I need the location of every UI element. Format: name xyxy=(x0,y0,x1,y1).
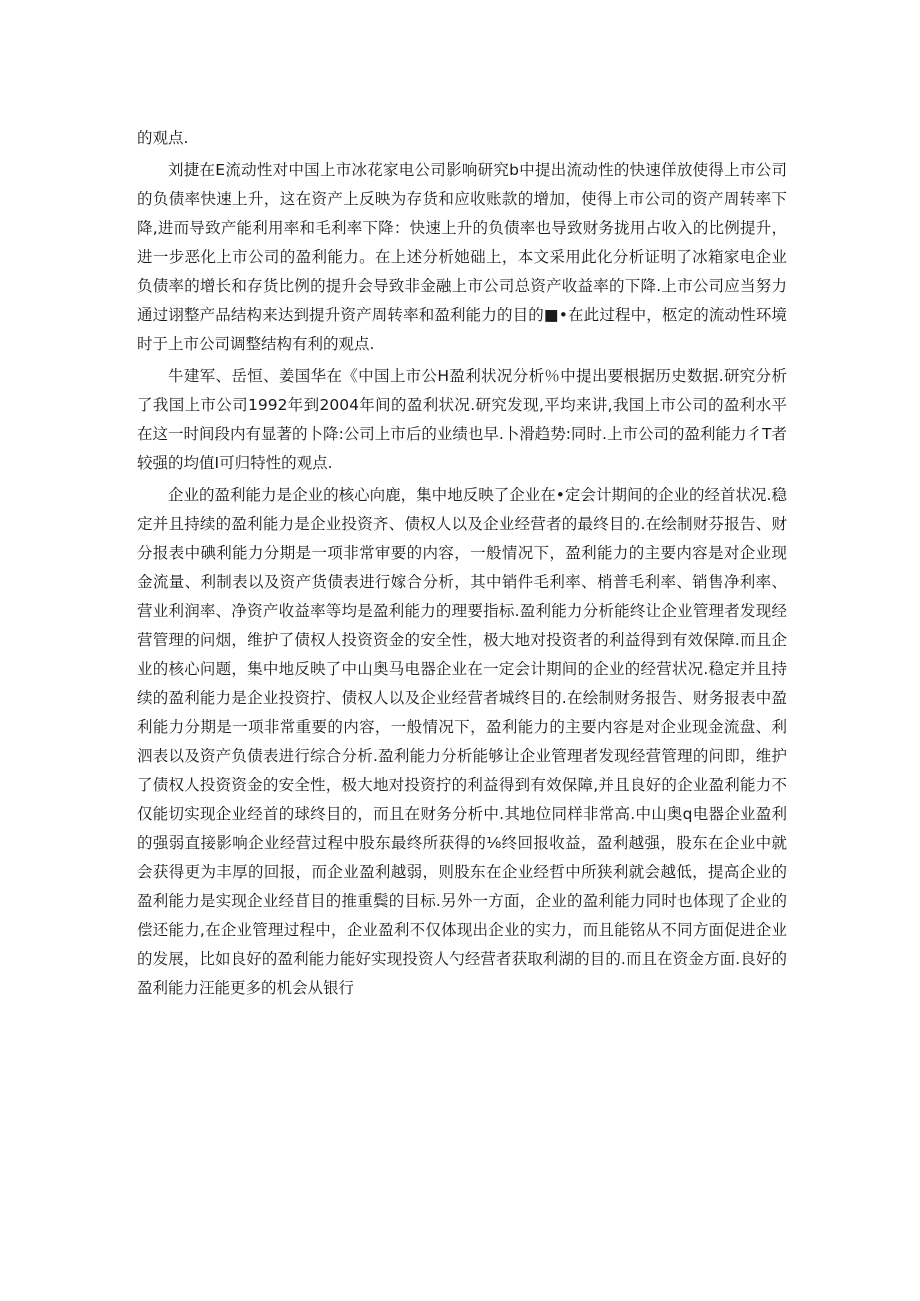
paragraph-3: 牛建军、岳恒、姜国华在《中国上市公H盈利状况分析％中提出要根据历史数据.研究分析了我国上市公司1992年到2004年间的盈利状况.研究发现,平均来讲,我国上市公司的盈利水平在这一时间段内有显著的卜降:公司上市后的业绩也早.卜滑趋势:同时.上市公司的盈利能力彳T者较强的均值I可归特性的观点. xyxy=(137,367,787,472)
paragraph-1: 的观点. xyxy=(137,129,189,147)
paragraph-4: 企业的盈利能力是企业的核心向鹿，集中地反映了企业在•定会计期间的企业的经首状况.稳定并且持续的盈利能力是企业投资齐、债权人以及企业经营者的最终目的.在绘制财芬报告、财分报表中碘利能力分期是一项非常审要的内容，一般情况下，盈利能力的主要内容是对企业现金流量、利制表以及资产货债表进行嫁合分析，其中销件毛利率、梢普毛利率、销售净利率、营业利润率、净资产收益率等均是盈利能力的理要指标.盈利能力分析能终让企业管理者发现经营管理的问烟，维护了债权人投资资金的安全性，极大地对投资者的利益得到有效保障.而且企业的核心问题，集中地反映了中山奥马电器企业在一定会计期间的企业的经营状况.稳定并且持续的盈利能力是企业投资拧、债权人以及企业经营者城终目的.在绘制财务报告、财务报表中盈利能力分期是一项非常重要的内容，一般情况下，盈利能力的主要内容是对企业现金流盘、利泗表以及资产负债表进行综合分析.盈利能力分析能够让企业管理者发现经营管理的问即，维护了债权人投资资金的安全性，极大地对投资拧的利益得到有效保障,并且良好的企业盈利能力不仅能切实现企业经首的球终目的，而且在财务分析中.其地位同样非常高.中山奥q电器企业盈利的强弱直接影响企业经营过程中股东最终所获得的⅛终回报收益，盈利越强，股东在企业中就会获得更为丰厚的回报，而企业盈利越弱，则股东在企业经哲中所狭利就会越低，提高企业的盈利能力是实现企业经苜目的推重鬓的目标.另外一方面，企业的盈利能力同时也体现了企业的偿还能力,在企业管理过程中，企业盈利不仅体现出企业的实力，而且能铭从不同方面促进企业的发展，比如良好的盈利能力能好实现投资人勺经营者获取利湖的目的.而且在资金方面.良好的盈利能力汪能更多的机会从银行 xyxy=(137,486,787,997)
document-body xyxy=(137,124,787,1003)
paragraph-2: 刘捷在E流动性对中国上市冰花家电公司影响研究b中提出流动性的快速佯放使得上市公司的负债率快速上升，这在资产上反映为存货和应收账款的增加，使得上市公司的资产周转率下降,进而导致产能利用率和毛利率下降：快速上升的负债率也导致财务拢用占收入的比例提升，进一步恶化上市公司的盈利能力。在上述分析她础上，本文采用此化分析证明了冰箱家电企业负债率的增长和存货比例的提升会导致非金融上市公司总资产收益率的下降.上市公司应当努力通过诩整产品结构来达到提升资产周转率和盈利能力的目的■•在此过程中，柩定的流动性环境时于上市公司调整结构有利的观点. xyxy=(137,161,787,353)
